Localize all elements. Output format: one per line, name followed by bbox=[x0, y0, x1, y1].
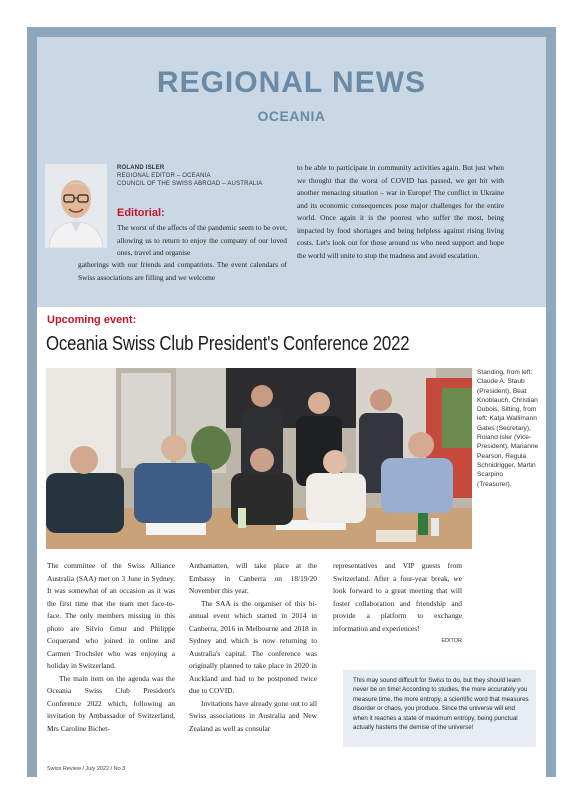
editorial-label: Editorial: bbox=[117, 207, 165, 219]
article-paragraph: The committee of the Swiss Alliance Australia (SAA) met on 3 June in Sydney. It was somewhat of an occasion as it was the first time that the team met face-to-face. The only members missing in this photo are Silvio Gmur and Philippe Coquerand who joined in online and Carmen Trochsler who was enjoying a holiday in Switzerland. bbox=[47, 561, 175, 670]
region-subtitle: OCEANIA bbox=[257, 108, 326, 124]
article-paragraph: The main item on the agenda was the Oceania Swiss Club President's Conference 2022 which, following an invitation by Ambassador of Switzerland, Mrs Caroline Bichet- bbox=[47, 673, 175, 733]
article-paragraph: representatives and VIP guests from Switzerland. After a four-year break, we look forward to a great meeting that will foster collaboration and friendship and provide a platform to exchange information and experiences! bbox=[333, 561, 462, 633]
left-frame-bar bbox=[27, 27, 37, 777]
article-paragraph: Invitations have already gone out to all Swiss associations in Australia and New Zealand as well as consular bbox=[189, 698, 317, 733]
author-byline bbox=[117, 164, 287, 188]
conference-title: Oceania Swiss Club President's Conference 2022 bbox=[46, 333, 410, 355]
group-photo bbox=[46, 368, 472, 549]
article-column-3 bbox=[333, 560, 462, 648]
article-paragraph: The SAA is the organiser of this bi-annual event which started in 2014 in Canberra, 2016 in Melbourne and 2018 in Sydney and which is now returning to Australia's capital. The conference was originally planned to take place in 2020 in Auckland and had to be postponed twice due to COVID. bbox=[189, 598, 317, 695]
upcoming-event-label: Upcoming event: bbox=[47, 314, 137, 326]
article-paragraph: Anthamatten, will take place at the Embassy in Canberra on 18/19/20 November this year. bbox=[189, 561, 317, 595]
photo-caption: Standing, from left: Claude A. Staub (President), Beat Knoblauch, Christian Dubois. Sitting, from left: Katja Wallimann Gates (Secretary), Roland Isler (Vice-President), Marianne Pearson, Regula Schnidrigger, Martin Scarpino (Treasurer). bbox=[477, 369, 539, 488]
editorial-text-left: The worst of the affects of the pandemic seem to be over, allowing us to return to enjoy the company of our loved ones, travel and organise bbox=[117, 223, 287, 257]
editor-signature: EDITOR bbox=[441, 638, 462, 644]
page-title: REGIONAL NEWS bbox=[156, 66, 427, 99]
article-column-1 bbox=[47, 560, 175, 735]
quote-text: This may sound difficult for Swiss to do, but they should learn never be on time! According to studies, the more accurately you measure time, the more entropy, a scientific word that measures disorder or chaos, you produce. Since the universe will end when it reaches a state of maximum entropy, being punctual actually hastens the demise of the universe! bbox=[353, 677, 529, 732]
author-role: REGIONAL EDITOR – OCEANIA bbox=[117, 173, 211, 179]
footer-issue-info: Swiss Review / July 2022 / No.3 bbox=[47, 766, 126, 772]
editorial-text-left-wide: gatherings with our friends and compatriots. The event calendars of Swiss associations are filling and we welcome bbox=[78, 260, 287, 282]
right-frame-bar bbox=[546, 27, 556, 777]
top-frame-bar bbox=[27, 27, 556, 37]
author-photo bbox=[45, 164, 107, 248]
article-column-2 bbox=[189, 560, 317, 735]
author-name: ROLAND ISLER bbox=[117, 165, 165, 171]
author-council: COUNCIL OF THE SWISS ABROAD – AUSTRALIA bbox=[117, 181, 263, 187]
editorial-text-right: to be able to participate in community activities again. But just when we thought that the worst of COVID has passed, we get hit with another menacing situation – war in Europe! The conflict in Ukraine and its economic consequences pose major challenges for the entire world. Once again it is the poorest who suffer the most, being impacted by food shortages and being helpless against rising living costs. Let's look out for those around us who need support and hope the world will unite to stop the madness and avoid escalation. bbox=[297, 163, 504, 260]
